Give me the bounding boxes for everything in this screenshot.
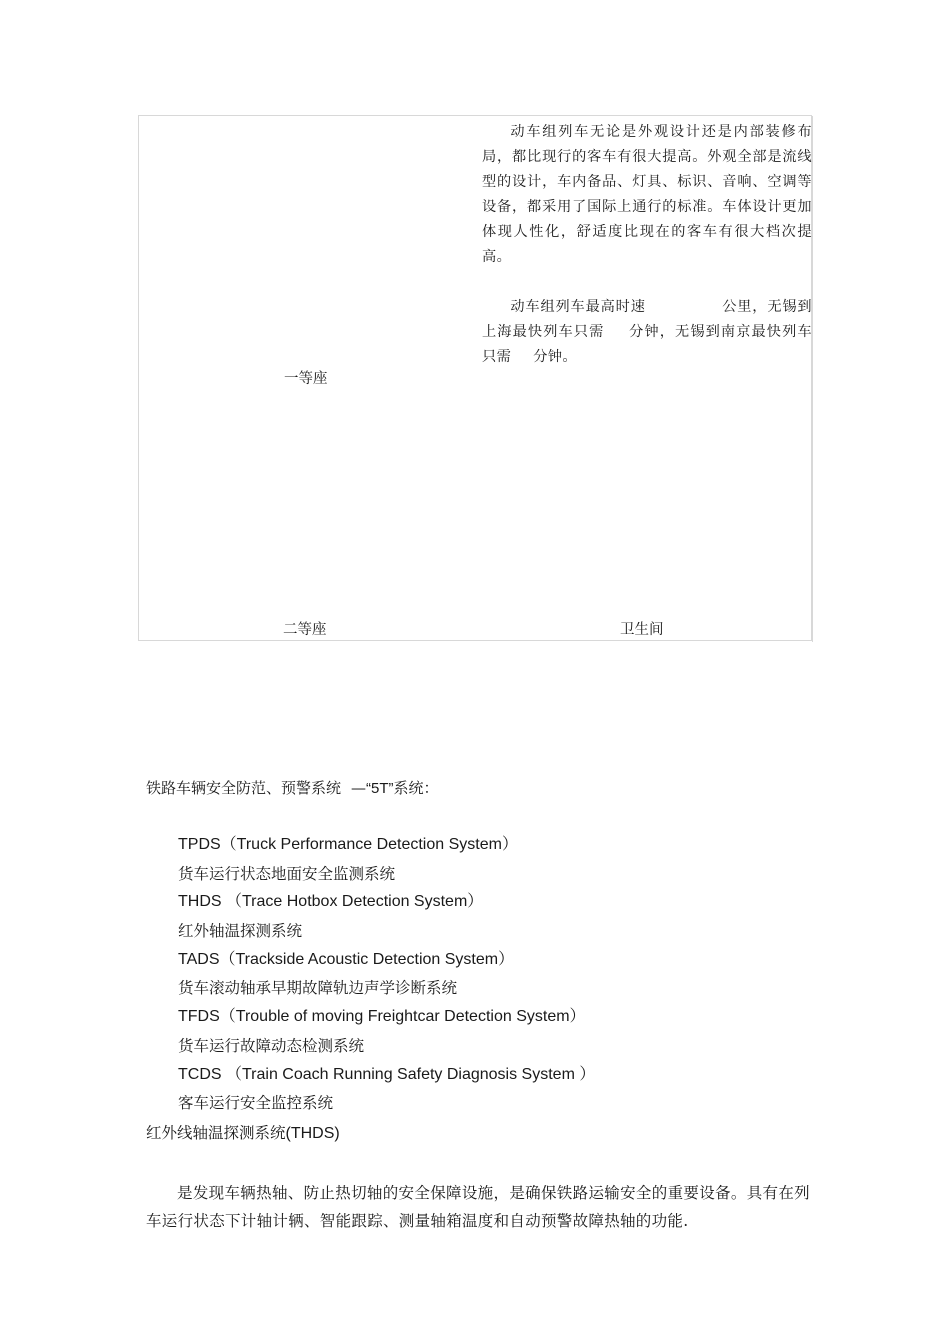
train-description (482, 120, 812, 370)
thds-title (146, 1122, 340, 1145)
thds-title-cn: 红外线轴温探测系统 (146, 1124, 286, 1142)
system-en-thds: THDS （Trace Hotbox Detection System） (178, 893, 484, 911)
heading-dash: — (351, 779, 367, 797)
thds-title-en: (THDS) (285, 1125, 340, 1142)
system-cn-thds: 红外轴温探测系统 (178, 922, 303, 941)
heading-tail: 系统： (393, 779, 439, 797)
thds-paragraph: 是发现车辆热轴、防止热切轴的安全保障设施，是确保铁路运输安全的重要设备。具有在列车运行状态下计轴计辆、智能跟踪、测量轴箱温度和自动预警故障热轴的功能. (146, 1184, 810, 1230)
section-5t-heading (146, 777, 439, 800)
shanghai-text: 公里，无锡到上海最快列车只需 (482, 299, 812, 340)
heading-cn: 铁路车辆安全防范、预警系统 (146, 779, 342, 797)
speed-text: 动车组列车最高时速 (510, 299, 646, 315)
system-en-tfds: TFDS（Trouble of moving Freightcar Detection System） (178, 1008, 586, 1026)
minutes-text: 分钟。 (533, 349, 577, 365)
caption-second-class: 二等座 (283, 622, 327, 638)
heading-code: “5T” (366, 780, 394, 797)
system-list (178, 834, 595, 1121)
description-paragraph-1: 动车组列车无论是外观设计还是内部装修布局，都比现行的客车有很大提高。外观全部是流线型的设计，车内备品、灯具、标识、音响、空调等设备，都采用了国际上通行的标准。车体设计更加体现人性化，舒适度比现在的客车有很大档次提高。 (482, 124, 812, 265)
system-cn-tads: 货车滚动轴承早期故障轨边声学诊断系统 (178, 979, 458, 998)
caption-toilet: 卫生间 (620, 622, 664, 638)
system-cn-tpds: 货车运行状态地面安全监测系统 (178, 864, 396, 883)
table-divider (812, 116, 813, 642)
system-cn-tfds: 货车运行故障动态检测系统 (178, 1036, 365, 1055)
system-en-tpds: TPDS（Truck Performance Detection System） (178, 836, 518, 853)
system-en-tads: TADS（Trackside Acoustic Detection System） (178, 950, 515, 968)
system-en-tcds: TCDS （Train Coach Running Safety Diagnosis System ） (178, 1065, 596, 1083)
system-cn-tcds: 客车运行安全监控系统 (178, 1094, 334, 1113)
caption-first-class: 一等座 (284, 371, 328, 387)
nanjing-text: 分钟，无锡到南京最快列车只需 (482, 324, 812, 365)
description-paragraph-2 (482, 295, 812, 370)
